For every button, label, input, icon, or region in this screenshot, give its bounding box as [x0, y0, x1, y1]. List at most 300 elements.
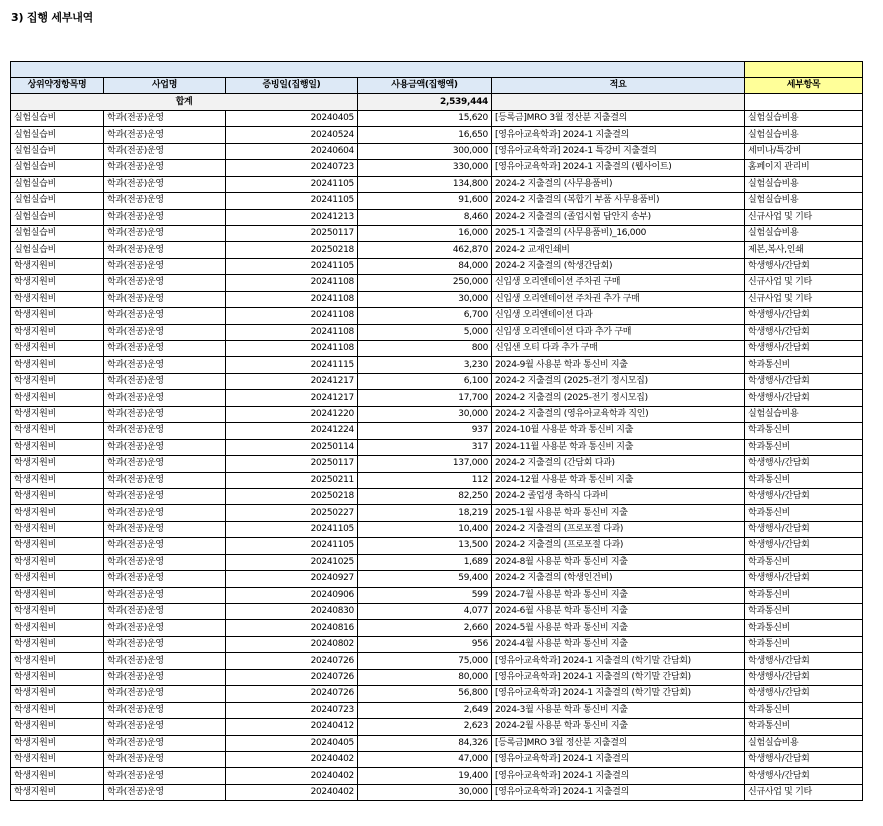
project-cell: 학과(전공)운영	[104, 472, 226, 488]
table-row	[11, 669, 863, 685]
description-cell: [영유아교육학과] 2024-1 지출결의 (웹사이트)	[492, 160, 745, 176]
table-row	[11, 488, 863, 504]
category-cell: 실험실습비	[11, 225, 104, 241]
detail-item-cell: 세미나/특강비	[745, 143, 863, 159]
project-cell: 학과(전공)운영	[104, 423, 226, 439]
amount-cell: 15,620	[358, 110, 492, 126]
detail-item-cell: 학생행사/간담회	[745, 571, 863, 587]
description-cell: 2024-10월 사용분 학과 통신비 지출	[492, 423, 745, 439]
detail-item-cell: 학생행사/간담회	[745, 390, 863, 406]
table-row	[11, 636, 863, 652]
amount-cell: 956	[358, 636, 492, 652]
category-cell: 학생지원비	[11, 571, 104, 587]
detail-item-cell: 학과통신비	[745, 636, 863, 652]
column-header-project: 사업명	[104, 78, 226, 94]
table-row	[11, 784, 863, 800]
table-row	[11, 341, 863, 357]
date-cell: 20241217	[226, 390, 358, 406]
amount-cell: 6,700	[358, 308, 492, 324]
detail-item-cell: 학생행사/간담회	[745, 308, 863, 324]
category-cell: 학생지원비	[11, 620, 104, 636]
description-cell: 2024-2 지출결의 (영유아교육학과 직인)	[492, 406, 745, 422]
category-cell: 학생지원비	[11, 406, 104, 422]
amount-cell: 16,650	[358, 127, 492, 143]
project-cell: 학과(전공)운영	[104, 571, 226, 587]
description-cell: [등록금]MRO 3월 정산분 지출결의	[492, 735, 745, 751]
detail-item-cell: 실험실습비용	[745, 110, 863, 126]
date-cell: 20241217	[226, 373, 358, 389]
date-cell: 20240405	[226, 110, 358, 126]
detail-item-cell: 학과통신비	[745, 554, 863, 570]
date-cell: 20240723	[226, 702, 358, 718]
description-cell: 2024-2 지출결의 (프로포절 다과)	[492, 538, 745, 554]
project-cell: 학과(전공)운영	[104, 488, 226, 504]
description-cell: 2024-2 교재인쇄비	[492, 242, 745, 258]
detail-item-cell: 실험실습비용	[745, 127, 863, 143]
table-row	[11, 258, 863, 274]
project-cell: 학과(전공)운영	[104, 702, 226, 718]
table-row	[11, 225, 863, 241]
project-cell: 학과(전공)운영	[104, 291, 226, 307]
date-cell: 20240723	[226, 160, 358, 176]
amount-cell: 19,400	[358, 768, 492, 784]
amount-cell: 30,000	[358, 291, 492, 307]
date-cell: 20241108	[226, 275, 358, 291]
amount-cell: 6,100	[358, 373, 492, 389]
header-band-detail-cell	[745, 62, 863, 78]
category-cell: 학생지원비	[11, 735, 104, 751]
amount-cell: 84,326	[358, 735, 492, 751]
date-cell: 20250117	[226, 456, 358, 472]
description-cell: 2024-2 지출결의 (프로포절 다과)	[492, 521, 745, 537]
table-row	[11, 390, 863, 406]
detail-item-cell: 학생행사/간담회	[745, 258, 863, 274]
category-cell: 실험실습비	[11, 110, 104, 126]
date-cell: 20240524	[226, 127, 358, 143]
description-cell: [영유아교육학과] 2024-1 지출결의	[492, 127, 745, 143]
detail-item-cell: 학과통신비	[745, 505, 863, 521]
category-cell: 학생지원비	[11, 669, 104, 685]
detail-item-cell: 학생행사/간담회	[745, 538, 863, 554]
table-row	[11, 324, 863, 340]
date-cell: 20250114	[226, 439, 358, 455]
category-cell: 학생지원비	[11, 719, 104, 735]
description-cell: 2024-2 졸업생 축하식 다과비	[492, 488, 745, 504]
category-cell: 실험실습비	[11, 127, 104, 143]
project-cell: 학과(전공)운영	[104, 258, 226, 274]
date-cell: 20250117	[226, 225, 358, 241]
date-cell: 20240402	[226, 751, 358, 767]
amount-cell: 13,500	[358, 538, 492, 554]
category-cell: 학생지원비	[11, 521, 104, 537]
amount-cell: 75,000	[358, 653, 492, 669]
table-row	[11, 702, 863, 718]
amount-cell: 91,600	[358, 193, 492, 209]
amount-cell: 84,000	[358, 258, 492, 274]
detail-item-cell: 신규사업 및 기타	[745, 784, 863, 800]
category-cell: 학생지원비	[11, 341, 104, 357]
table-row	[11, 193, 863, 209]
project-cell: 학과(전공)운영	[104, 505, 226, 521]
project-cell: 학과(전공)운영	[104, 308, 226, 324]
category-cell: 학생지원비	[11, 456, 104, 472]
table-row	[11, 110, 863, 126]
project-cell: 학과(전공)운영	[104, 143, 226, 159]
date-cell: 20241224	[226, 423, 358, 439]
detail-item-cell: 학생행사/간담회	[745, 373, 863, 389]
project-cell: 학과(전공)운영	[104, 751, 226, 767]
amount-cell: 599	[358, 587, 492, 603]
date-cell: 20240726	[226, 669, 358, 685]
project-cell: 학과(전공)운영	[104, 456, 226, 472]
detail-item-cell: 학과통신비	[745, 587, 863, 603]
date-cell: 20240402	[226, 784, 358, 800]
table-row	[11, 275, 863, 291]
category-cell: 학생지원비	[11, 472, 104, 488]
date-cell: 20250218	[226, 242, 358, 258]
column-header-category: 상위약정항목명	[11, 78, 104, 94]
column-header-amount: 사용금액(집행액)	[358, 78, 492, 94]
description-cell: [영유아교육학과] 2024-1 지출결의 (학기말 간담회)	[492, 653, 745, 669]
date-cell: 20250218	[226, 488, 358, 504]
amount-cell: 10,400	[358, 521, 492, 537]
table-row	[11, 653, 863, 669]
project-cell: 학과(전공)운영	[104, 653, 226, 669]
project-cell: 학과(전공)운영	[104, 341, 226, 357]
category-cell: 실험실습비	[11, 176, 104, 192]
table-row	[11, 291, 863, 307]
category-cell: 학생지원비	[11, 505, 104, 521]
description-cell: 신입생 오리엔테이션 다과	[492, 308, 745, 324]
detail-item-cell: 학생행사/간담회	[745, 324, 863, 340]
amount-cell: 4,077	[358, 604, 492, 620]
amount-cell: 8,460	[358, 209, 492, 225]
category-cell: 학생지원비	[11, 275, 104, 291]
amount-cell: 56,800	[358, 686, 492, 702]
detail-item-cell: 학과통신비	[745, 620, 863, 636]
category-cell: 실험실습비	[11, 193, 104, 209]
column-header-date: 증빙일(집행일)	[226, 78, 358, 94]
project-cell: 학과(전공)운영	[104, 209, 226, 225]
table-row	[11, 373, 863, 389]
category-cell: 실험실습비	[11, 160, 104, 176]
detail-item-cell: 학생행사/간담회	[745, 686, 863, 702]
amount-cell: 937	[358, 423, 492, 439]
detail-item-cell: 학생행사/간담회	[745, 456, 863, 472]
date-cell: 20240604	[226, 143, 358, 159]
detail-item-cell: 실험실습비용	[745, 176, 863, 192]
total-description-cell	[492, 94, 745, 110]
description-cell: 2024-2 지출결의 (복합기 부품 사무용품비)	[492, 193, 745, 209]
category-cell: 학생지원비	[11, 423, 104, 439]
project-cell: 학과(전공)운영	[104, 275, 226, 291]
date-cell: 20240405	[226, 735, 358, 751]
detail-item-cell: 학생행사/간담회	[745, 341, 863, 357]
description-cell: 2024-2월 사용분 학과 통신비 지출	[492, 719, 745, 735]
header-band	[11, 62, 863, 78]
project-cell: 학과(전공)운영	[104, 587, 226, 603]
project-cell: 학과(전공)운영	[104, 127, 226, 143]
table-row	[11, 686, 863, 702]
project-cell: 학과(전공)운영	[104, 538, 226, 554]
category-cell: 실험실습비	[11, 209, 104, 225]
date-cell: 20240802	[226, 636, 358, 652]
detail-item-cell: 학과통신비	[745, 702, 863, 718]
table-row	[11, 143, 863, 159]
table-row	[11, 505, 863, 521]
table-row	[11, 209, 863, 225]
amount-cell: 16,000	[358, 225, 492, 241]
category-cell: 학생지원비	[11, 308, 104, 324]
description-cell: 2024-6월 사용분 학과 통신비 지출	[492, 604, 745, 620]
project-cell: 학과(전공)운영	[104, 669, 226, 685]
table-row	[11, 554, 863, 570]
description-cell: [영유아교육학과] 2024-1 특강비 지출결의	[492, 143, 745, 159]
project-cell: 학과(전공)운영	[104, 554, 226, 570]
category-cell: 학생지원비	[11, 686, 104, 702]
detail-item-cell: 실험실습비용	[745, 406, 863, 422]
total-row	[11, 94, 863, 110]
category-cell: 학생지원비	[11, 373, 104, 389]
table-row	[11, 308, 863, 324]
detail-item-cell: 학생행사/간담회	[745, 768, 863, 784]
description-cell: 2024-2 지출결의 (학생인건비)	[492, 571, 745, 587]
table-row	[11, 423, 863, 439]
description-cell: 2024-12월 사용분 학과 통신비 지출	[492, 472, 745, 488]
detail-item-cell: 홈페이지 관리비	[745, 160, 863, 176]
amount-cell: 59,400	[358, 571, 492, 587]
amount-cell: 80,000	[358, 669, 492, 685]
date-cell: 20241213	[226, 209, 358, 225]
table-row	[11, 406, 863, 422]
category-cell: 학생지원비	[11, 768, 104, 784]
category-cell: 학생지원비	[11, 324, 104, 340]
description-cell: [영유아교육학과] 2024-1 지출결의	[492, 784, 745, 800]
detail-item-cell: 신규사업 및 기타	[745, 209, 863, 225]
category-cell: 학생지원비	[11, 439, 104, 455]
project-cell: 학과(전공)운영	[104, 768, 226, 784]
project-cell: 학과(전공)운영	[104, 735, 226, 751]
description-cell: 신입생 오리엔테이션 다과 추가 구매	[492, 324, 745, 340]
table-row	[11, 456, 863, 472]
amount-cell: 250,000	[358, 275, 492, 291]
date-cell: 20240830	[226, 604, 358, 620]
amount-cell: 17,700	[358, 390, 492, 406]
detail-item-cell: 학과통신비	[745, 604, 863, 620]
detail-item-cell: 학생행사/간담회	[745, 669, 863, 685]
description-cell: 신입샌 오티 다과 추가 구매	[492, 341, 745, 357]
description-cell: 2024-3월 사용분 학과 통신비 지출	[492, 702, 745, 718]
description-cell: [영유아교육학과] 2024-1 지출결의 (학기말 간담회)	[492, 686, 745, 702]
detail-item-cell: 학생행사/간담회	[745, 488, 863, 504]
amount-cell: 134,800	[358, 176, 492, 192]
date-cell: 20241108	[226, 308, 358, 324]
table-row	[11, 176, 863, 192]
project-cell: 학과(전공)운영	[104, 373, 226, 389]
total-label: 합계	[11, 94, 358, 110]
category-cell: 학생지원비	[11, 538, 104, 554]
date-cell: 20240726	[226, 653, 358, 669]
detail-item-cell: 제본,복사,인쇄	[745, 242, 863, 258]
table-row	[11, 538, 863, 554]
category-cell: 학생지원비	[11, 751, 104, 767]
table-row	[11, 587, 863, 603]
project-cell: 학과(전공)운영	[104, 225, 226, 241]
description-cell: 2024-11월 사용분 학과 통신비 지출	[492, 439, 745, 455]
date-cell: 20241115	[226, 357, 358, 373]
description-cell: 2024-8월 사용분 학과 통신비 지출	[492, 554, 745, 570]
detail-item-cell: 실험실습비용	[745, 193, 863, 209]
project-cell: 학과(전공)운영	[104, 620, 226, 636]
date-cell: 20241105	[226, 176, 358, 192]
amount-cell: 5,000	[358, 324, 492, 340]
amount-cell: 82,250	[358, 488, 492, 504]
category-cell: 학생지원비	[11, 587, 104, 603]
date-cell: 20241025	[226, 554, 358, 570]
category-cell: 학생지원비	[11, 702, 104, 718]
detail-item-cell: 학생행사/간담회	[745, 521, 863, 537]
description-cell: 신입생 오리엔테이션 주차권 추가 구매	[492, 291, 745, 307]
project-cell: 학과(전공)운영	[104, 784, 226, 800]
detail-item-cell: 학과통신비	[745, 472, 863, 488]
description-cell: 2024-5월 사용분 학과 통신비 지출	[492, 620, 745, 636]
date-cell: 20241105	[226, 258, 358, 274]
table-row	[11, 242, 863, 258]
date-cell: 20241108	[226, 341, 358, 357]
section-title: 3) 집행 세부내역	[11, 11, 94, 24]
category-cell: 학생지원비	[11, 784, 104, 800]
date-cell: 20240927	[226, 571, 358, 587]
description-cell: 2024-4월 사용분 학과 통신비 지출	[492, 636, 745, 652]
description-cell: 2024-2 지출결의 (졸업시험 답안지 송부)	[492, 209, 745, 225]
date-cell: 20241105	[226, 538, 358, 554]
amount-cell: 317	[358, 439, 492, 455]
category-cell: 학생지원비	[11, 258, 104, 274]
amount-cell: 2,649	[358, 702, 492, 718]
date-cell: 20250227	[226, 505, 358, 521]
amount-cell: 30,000	[358, 784, 492, 800]
project-cell: 학과(전공)운영	[104, 390, 226, 406]
detail-item-cell: 신규사업 및 기타	[745, 275, 863, 291]
description-cell: [영유아교육학과] 2024-1 지출결의 (학기말 간담회)	[492, 669, 745, 685]
date-cell: 20240412	[226, 719, 358, 735]
header-band-cell	[11, 62, 745, 78]
table-row	[11, 604, 863, 620]
detail-item-cell: 학과통신비	[745, 357, 863, 373]
amount-cell: 18,219	[358, 505, 492, 521]
detail-item-cell: 학과통신비	[745, 439, 863, 455]
amount-cell: 112	[358, 472, 492, 488]
amount-cell: 800	[358, 341, 492, 357]
project-cell: 학과(전공)운영	[104, 439, 226, 455]
amount-cell: 30,000	[358, 406, 492, 422]
description-cell: [영유아교육학과] 2024-1 지출결의	[492, 751, 745, 767]
date-cell: 20241108	[226, 324, 358, 340]
table-row	[11, 127, 863, 143]
project-cell: 학과(전공)운영	[104, 193, 226, 209]
table-row	[11, 472, 863, 488]
description-cell: [영유아교육학과] 2024-1 지출결의	[492, 768, 745, 784]
description-cell: 2024-9월 사용분 학과 통신비 지출	[492, 357, 745, 373]
category-cell: 학생지원비	[11, 636, 104, 652]
project-cell: 학과(전공)운영	[104, 604, 226, 620]
description-cell: 2024-2 지출결의 (학생간담회)	[492, 258, 745, 274]
date-cell: 20240816	[226, 620, 358, 636]
category-cell: 실험실습비	[11, 143, 104, 159]
table-row	[11, 357, 863, 373]
project-cell: 학과(전공)운영	[104, 110, 226, 126]
amount-cell: 2,623	[358, 719, 492, 735]
date-cell: 20241105	[226, 521, 358, 537]
description-cell: 2024-2 지출결의 (간담회 다과)	[492, 456, 745, 472]
expense-detail-table	[10, 61, 863, 801]
column-header-description: 적요	[492, 78, 745, 94]
description-cell: 2024-2 지출결의 (사무용품비)	[492, 176, 745, 192]
detail-item-cell: 학생행사/간담회	[745, 653, 863, 669]
category-cell: 실험실습비	[11, 242, 104, 258]
date-cell: 20241220	[226, 406, 358, 422]
project-cell: 학과(전공)운영	[104, 719, 226, 735]
description-cell: 2024-2 지출결의 (2025-전기 정시모집)	[492, 373, 745, 389]
table-row	[11, 160, 863, 176]
table-row	[11, 439, 863, 455]
amount-cell: 137,000	[358, 456, 492, 472]
detail-item-cell: 실험실습비용	[745, 225, 863, 241]
column-header-detail-item: 세부항목	[745, 78, 863, 94]
amount-cell: 300,000	[358, 143, 492, 159]
project-cell: 학과(전공)운영	[104, 160, 226, 176]
date-cell: 20241108	[226, 291, 358, 307]
category-cell: 학생지원비	[11, 488, 104, 504]
table-row	[11, 571, 863, 587]
detail-item-cell: 실험실습비용	[745, 735, 863, 751]
detail-item-cell: 학과통신비	[745, 719, 863, 735]
amount-cell: 47,000	[358, 751, 492, 767]
description-cell: 2024-2 지출결의 (2025-전기 정시모집)	[492, 390, 745, 406]
amount-cell: 3,230	[358, 357, 492, 373]
date-cell: 20240726	[226, 686, 358, 702]
amount-cell: 330,000	[358, 160, 492, 176]
date-cell: 20240906	[226, 587, 358, 603]
project-cell: 학과(전공)운영	[104, 324, 226, 340]
project-cell: 학과(전공)운영	[104, 176, 226, 192]
description-cell: 신입생 오리엔테이션 주차권 구매	[492, 275, 745, 291]
detail-item-cell: 학생행사/간담회	[745, 751, 863, 767]
table-row	[11, 620, 863, 636]
project-cell: 학과(전공)운영	[104, 521, 226, 537]
total-amount: 2,539,444	[358, 94, 492, 110]
description-cell: 2024-7월 사용분 학과 통신비 지출	[492, 587, 745, 603]
project-cell: 학과(전공)운영	[104, 242, 226, 258]
table-row	[11, 521, 863, 537]
detail-item-cell: 학과통신비	[745, 423, 863, 439]
table-row	[11, 768, 863, 784]
category-cell: 학생지원비	[11, 291, 104, 307]
table-row	[11, 751, 863, 767]
date-cell: 20250211	[226, 472, 358, 488]
project-cell: 학과(전공)운영	[104, 636, 226, 652]
amount-cell: 1,689	[358, 554, 492, 570]
category-cell: 학생지원비	[11, 554, 104, 570]
project-cell: 학과(전공)운영	[104, 406, 226, 422]
table-row	[11, 735, 863, 751]
table-row	[11, 719, 863, 735]
description-cell: [등록금]MRO 3월 정산분 지출결의	[492, 110, 745, 126]
category-cell: 학생지원비	[11, 357, 104, 373]
category-cell: 학생지원비	[11, 604, 104, 620]
category-cell: 학생지원비	[11, 390, 104, 406]
date-cell: 20240402	[226, 768, 358, 784]
